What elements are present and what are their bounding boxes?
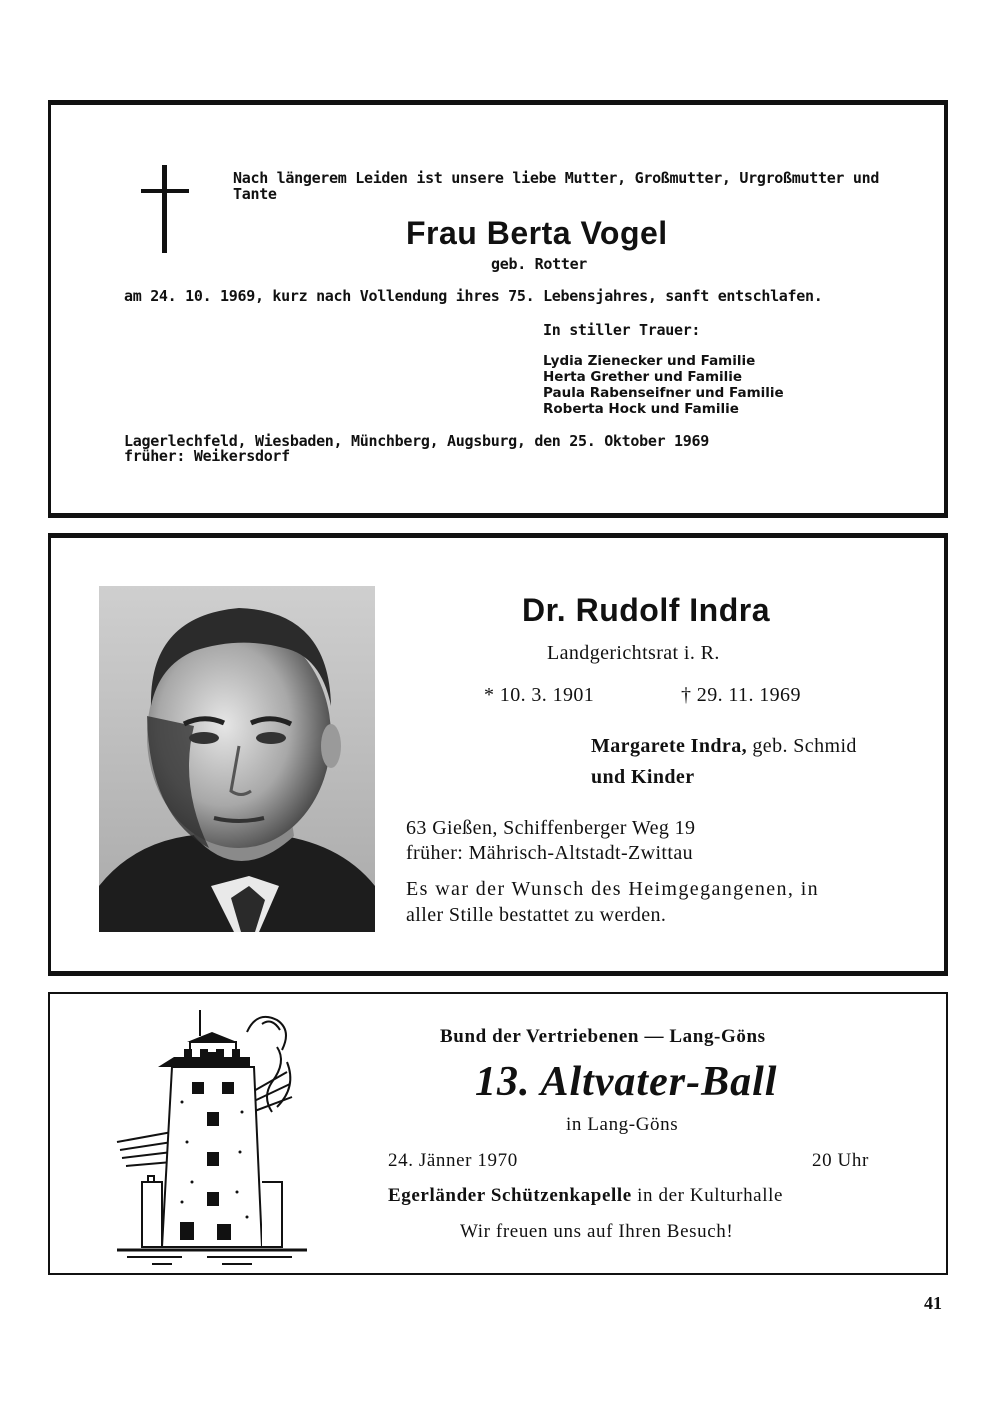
organization: Bund der Vertriebenen — Lang-Göns [440, 1026, 766, 1047]
note-line-1: Es war der Wunsch des Heimgegangenen, in [406, 878, 820, 900]
birth-date: * 10. 3. 1901 [484, 684, 595, 706]
deceased-name: Frau Berta Vogel [406, 215, 668, 251]
address-line: 63 Gießen, Schiffenberger Weg 19 [406, 817, 696, 839]
widow-birth-name: geb. Schmid [752, 735, 857, 757]
mourner: Paula Rabenseifner und Familie [543, 385, 784, 401]
event-announcement [48, 992, 948, 1275]
mourners-list [543, 353, 784, 417]
cross-icon [141, 165, 191, 255]
widow-name: Margarete Indra, [591, 735, 747, 757]
band-line [388, 1185, 783, 1207]
band-name: Egerländer Schützenkapelle [388, 1185, 632, 1206]
obituary-berta-vogel [48, 100, 948, 518]
welcome-line: Wir freuen uns auf Ihren Besuch! [460, 1221, 734, 1242]
obituary-rudolf-indra [48, 533, 948, 976]
event-title: 13. Altvater-Ball [475, 1059, 778, 1105]
deceased-name: Dr. Rudolf Indra [522, 592, 770, 628]
event-date: 24. Jänner 1970 [388, 1150, 518, 1171]
intro-line-1: Nach längerem Leiden ist unsere liebe Mutter, Großmutter, Urgroßmutter und [233, 169, 880, 187]
death-date-line: am 24. 10. 1969, kurz nach Vollendung ihres 75. Lebensjahres, sanft entschlafen. [124, 287, 823, 305]
note-line-2: aller Stille bestattet zu werden. [406, 904, 667, 926]
page-number: 41 [924, 1293, 942, 1313]
professional-title: Landgerichtsrat i. R. [547, 642, 720, 664]
event-time: 20 Uhr [812, 1150, 869, 1171]
birth-name: geb. Rotter [491, 255, 588, 273]
mourning-label: In stiller Trauer: [543, 321, 701, 339]
event-place: in Lang-Göns [566, 1114, 679, 1135]
mourner: Lydia Zienecker und Familie [543, 353, 756, 369]
tower-illustration [112, 1002, 312, 1266]
intro-line-2: Tante [233, 185, 277, 203]
children-line: und Kinder [591, 766, 695, 788]
band-venue: in der Kulturhalle [637, 1185, 784, 1206]
mourner: Roberta Hock und Familie [543, 401, 739, 417]
place-date-line: Lagerlechfeld, Wiesbaden, Münchberg, Augsburg, den 25. Oktober 1969 [124, 432, 709, 450]
former-residence: früher: Weikersdorf [124, 447, 290, 465]
death-date: † 29. 11. 1969 [681, 684, 801, 706]
portrait-photo [99, 586, 375, 932]
widow-line [591, 735, 857, 758]
former-residence: früher: Mährisch-Altstadt-Zwittau [406, 842, 694, 864]
mourner: Herta Grether und Familie [543, 369, 743, 385]
